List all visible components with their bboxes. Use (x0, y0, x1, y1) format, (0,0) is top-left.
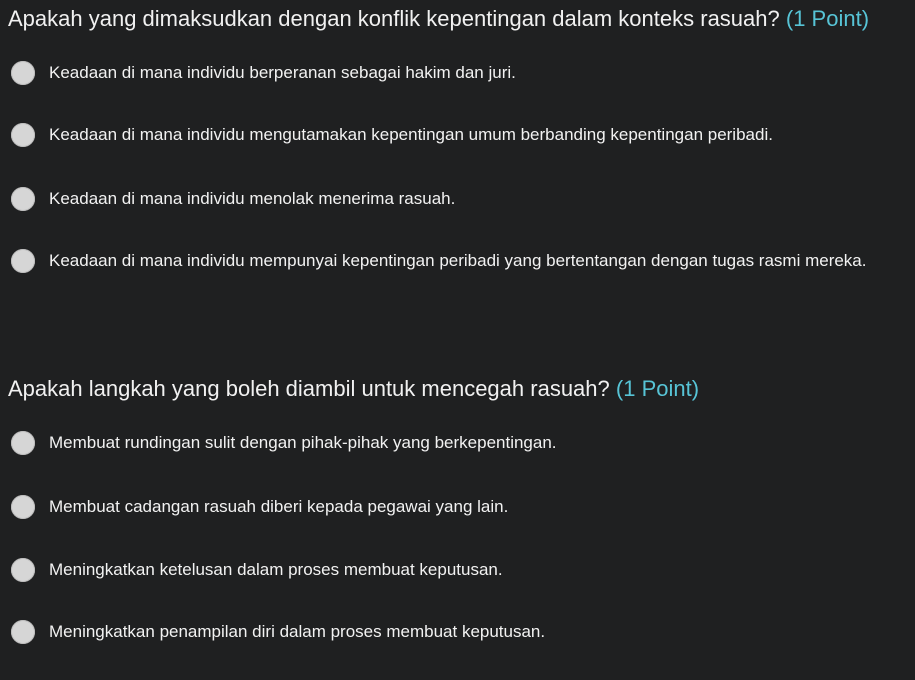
question-2-text: Apakah langkah yang boleh diambil untuk mencegah rasuah? (8, 376, 610, 401)
radio-button[interactable] (11, 620, 35, 644)
option-label: Meningkatkan ketelusan dalam proses membuat keputusan. (49, 560, 503, 579)
question-2-option-2[interactable] (0, 487, 915, 527)
question-2-option-4[interactable] (0, 612, 915, 652)
option-label: Keadaan di mana individu menolak menerima rasuah. (49, 189, 456, 208)
question-1-points: (1 Point) (785, 6, 870, 31)
option-label: Meningkatkan penampilan diri dalam proses membuat keputusan. (49, 622, 546, 641)
question-2-points: (1 Point) (615, 376, 700, 401)
option-label: Membuat rundingan sulit dengan pihak-pihak yang berkepentingan. (49, 433, 557, 452)
question-2-title (8, 374, 699, 404)
option-label: Keadaan di mana individu mengutamakan kepentingan umum berbanding kepentingan peribadi. (49, 125, 773, 144)
question-1-option-1[interactable] (0, 53, 915, 93)
radio-button[interactable] (11, 558, 35, 582)
radio-button[interactable] (11, 431, 35, 455)
option-label: Keadaan di mana individu mempunyai kepentingan peribadi yang bertentangan dengan tugas rasmi mereka. (49, 251, 867, 270)
question-1-title (8, 4, 869, 34)
radio-button[interactable] (11, 495, 35, 519)
question-1-text: Apakah yang dimaksudkan dengan konflik kepentingan dalam konteks rasuah? (8, 6, 780, 31)
question-1-option-2[interactable] (0, 115, 915, 155)
question-1-option-3[interactable] (0, 179, 915, 219)
radio-button[interactable] (11, 187, 35, 211)
radio-button[interactable] (11, 249, 35, 273)
radio-button[interactable] (11, 61, 35, 85)
option-label: Membuat cadangan rasuah diberi kepada pegawai yang lain. (49, 497, 509, 516)
question-1-option-4[interactable] (0, 241, 915, 281)
radio-button[interactable] (11, 123, 35, 147)
question-2-option-3[interactable] (0, 550, 915, 590)
question-2-option-1[interactable] (0, 423, 915, 463)
option-label: Keadaan di mana individu berperanan sebagai hakim dan juri. (49, 63, 516, 82)
